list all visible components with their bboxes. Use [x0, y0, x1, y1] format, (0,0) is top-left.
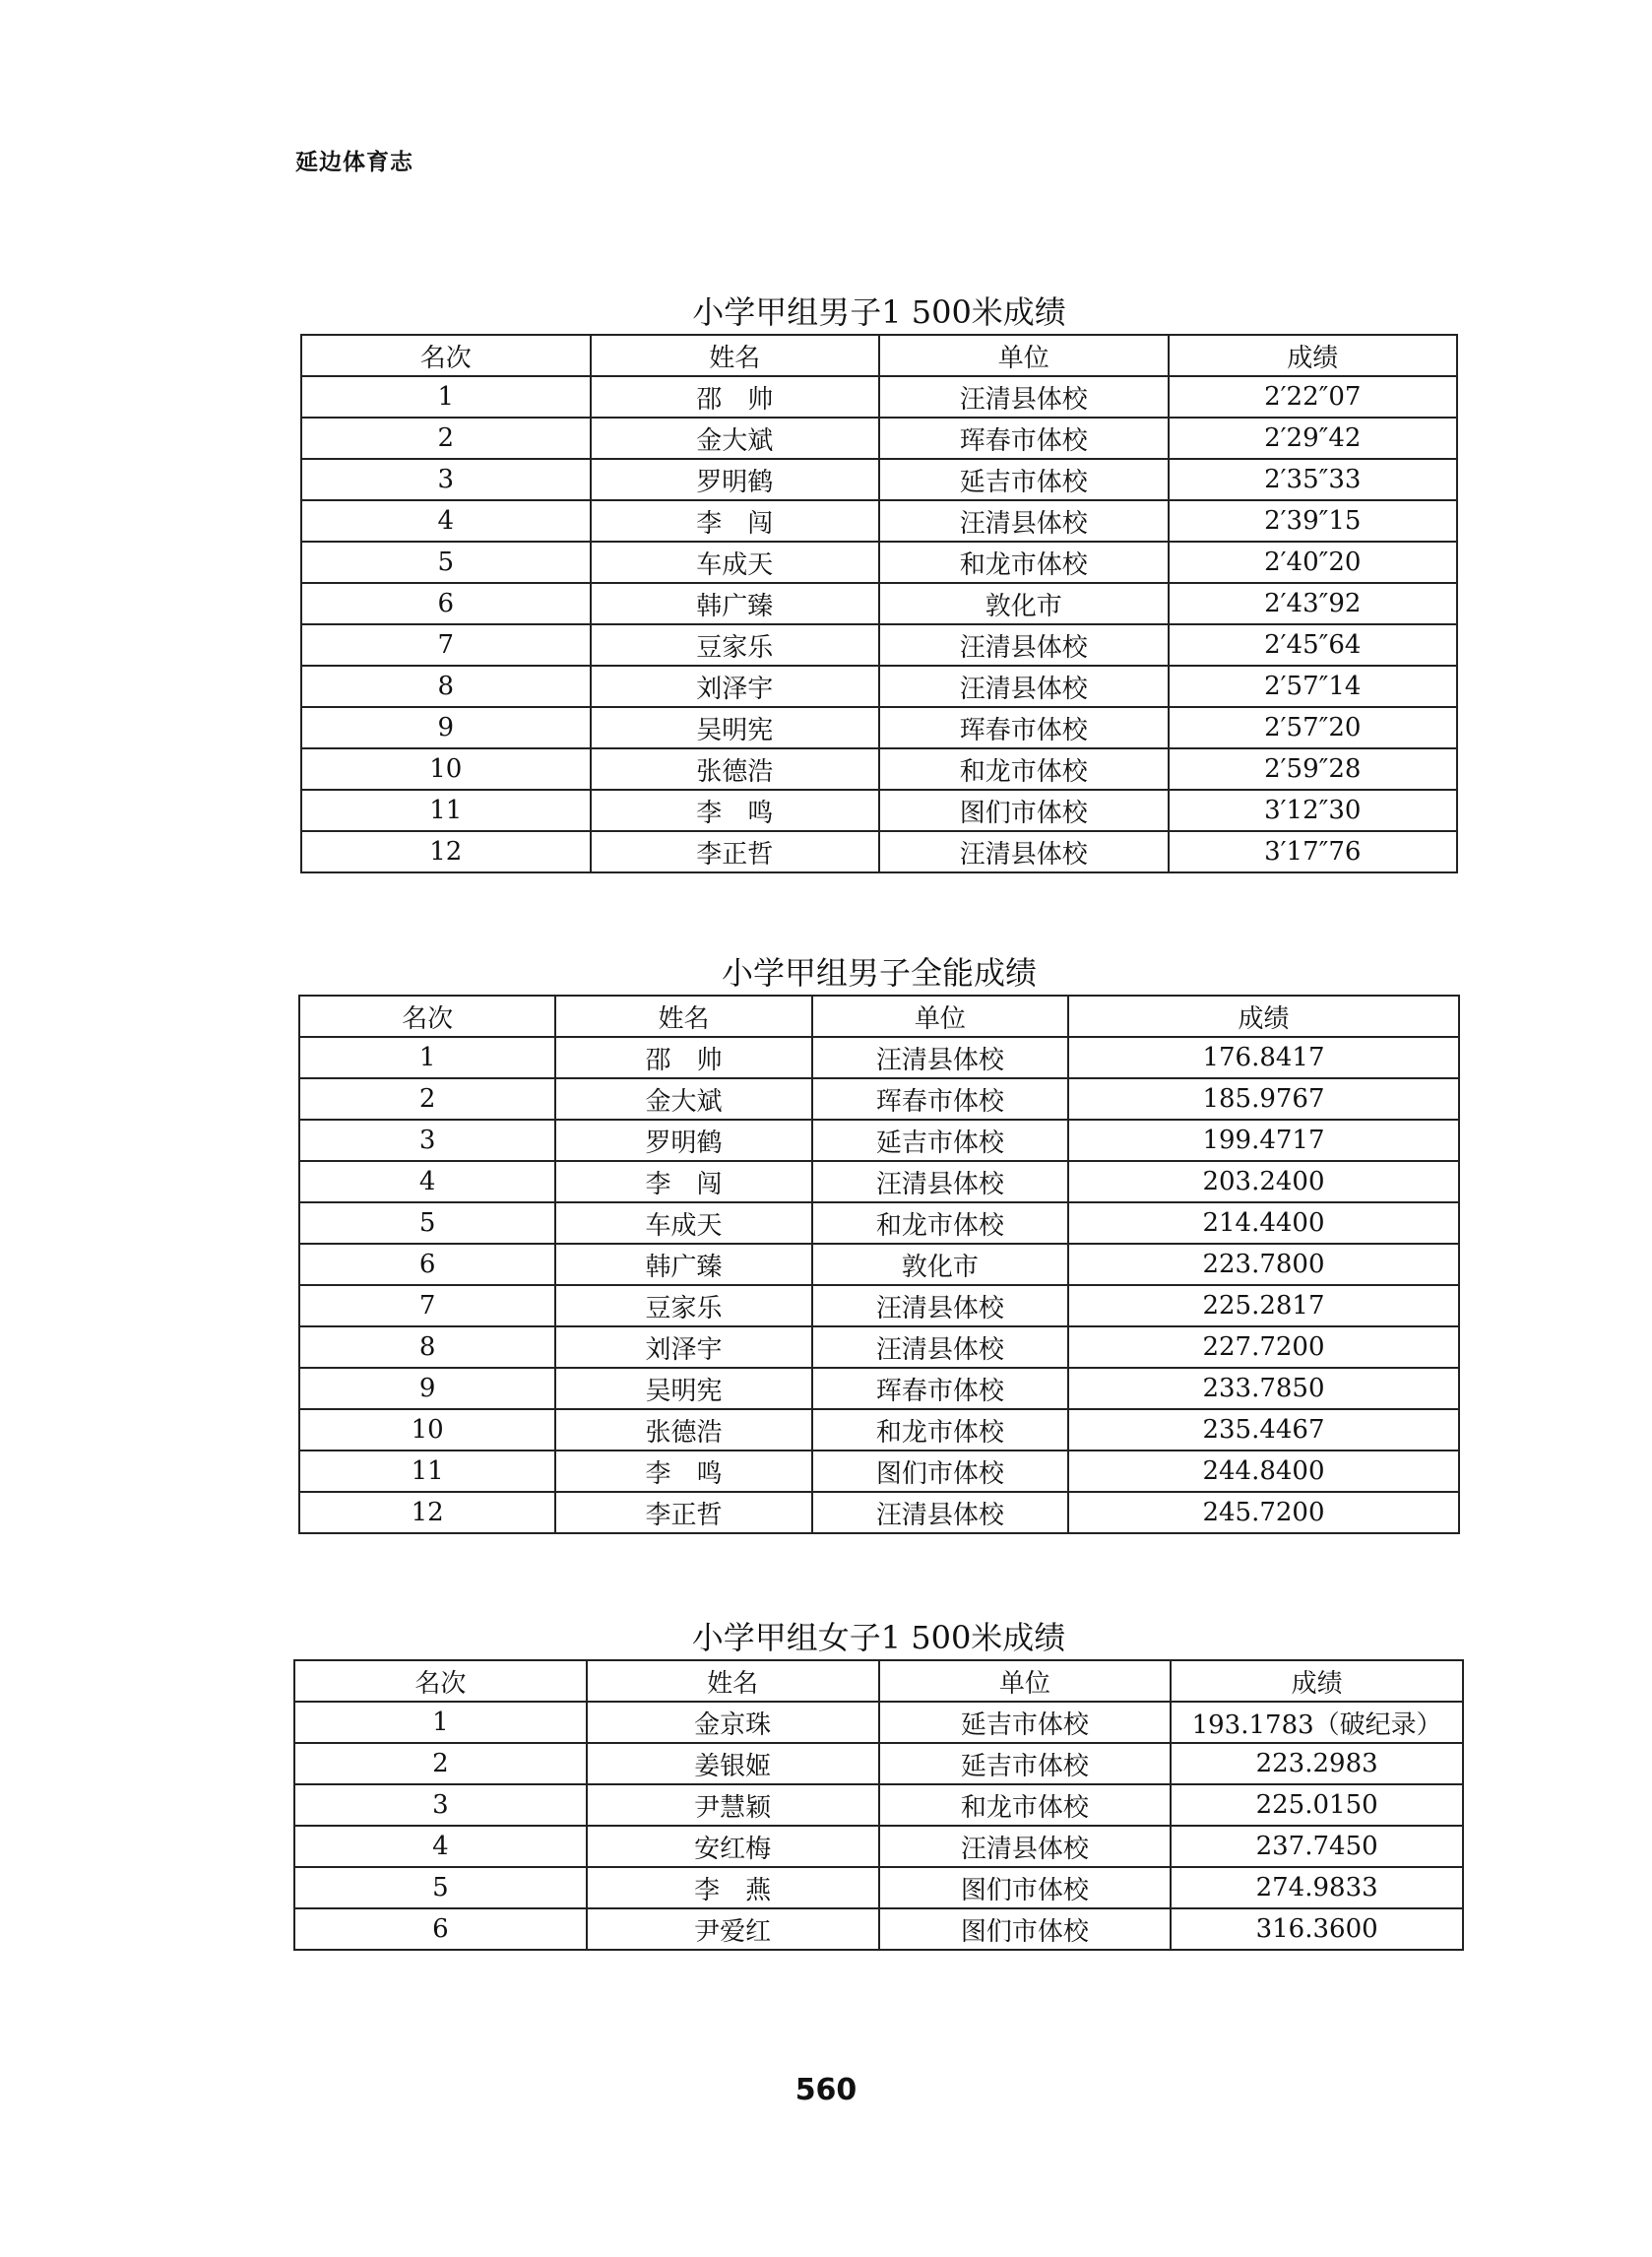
result-cell: 2′35″33 [1169, 459, 1458, 500]
rank-cell: 6 [301, 583, 591, 624]
name-cell: 罗明鹤 [555, 1120, 811, 1161]
rank-cell: 3 [299, 1120, 555, 1161]
column-header-rank: 名次 [294, 1660, 587, 1702]
rank-cell: 4 [299, 1161, 555, 1202]
table-row [299, 1451, 1459, 1492]
table-row [294, 1702, 1463, 1743]
result-cell: 225.2817 [1068, 1285, 1459, 1326]
column-header-result: 成绩 [1171, 1660, 1463, 1702]
table-row [301, 831, 1457, 872]
table-row [299, 1326, 1459, 1368]
result-cell: 235.4467 [1068, 1409, 1459, 1451]
name-cell: 韩广臻 [591, 583, 880, 624]
table-row [301, 500, 1457, 542]
result-cell: 274.9833 [1171, 1867, 1463, 1908]
rank-cell: 7 [299, 1285, 555, 1326]
name-cell: 邵 帅 [555, 1037, 811, 1078]
result-cell: 316.3600 [1171, 1908, 1463, 1950]
name-cell: 韩广臻 [555, 1244, 811, 1285]
unit-cell: 和龙市体校 [812, 1202, 1068, 1244]
table-row [299, 1409, 1459, 1451]
rank-cell: 12 [301, 831, 591, 872]
table-row [294, 1743, 1463, 1784]
unit-cell: 汪清县体校 [879, 831, 1169, 872]
rank-cell: 6 [299, 1244, 555, 1285]
name-cell: 车成天 [555, 1202, 811, 1244]
unit-cell: 图们市体校 [879, 790, 1169, 831]
name-cell: 豆家乐 [591, 624, 880, 666]
column-header-unit: 单位 [879, 1660, 1172, 1702]
name-cell: 吴明宪 [555, 1368, 811, 1409]
unit-cell: 汪清县体校 [879, 666, 1169, 707]
result-cell: 214.4400 [1068, 1202, 1459, 1244]
result-cell: 2′59″28 [1169, 748, 1458, 790]
rank-cell: 8 [299, 1326, 555, 1368]
rank-cell: 2 [299, 1078, 555, 1120]
table-row [301, 666, 1457, 707]
table-row [299, 1285, 1459, 1326]
result-cell: 223.7800 [1068, 1244, 1459, 1285]
unit-cell: 图们市体校 [812, 1451, 1068, 1492]
result-cell: 203.2400 [1068, 1161, 1459, 1202]
table-row [301, 376, 1457, 418]
unit-cell: 和龙市体校 [879, 1784, 1172, 1826]
rank-cell: 11 [301, 790, 591, 831]
rank-cell: 9 [299, 1368, 555, 1409]
result-cell: 193.1783（破纪录） [1171, 1702, 1463, 1743]
results-table [293, 1659, 1464, 1951]
result-cell: 2′43″92 [1169, 583, 1458, 624]
table-row [301, 748, 1457, 790]
name-cell: 刘泽宇 [555, 1326, 811, 1368]
table-row [299, 1244, 1459, 1285]
rank-cell: 9 [301, 707, 591, 748]
table-header-row [301, 335, 1457, 376]
unit-cell: 和龙市体校 [879, 748, 1169, 790]
name-cell: 李正哲 [591, 831, 880, 872]
name-cell: 李 鸣 [555, 1451, 811, 1492]
running-head: 延边体育志 [295, 150, 413, 175]
column-header-result: 成绩 [1169, 335, 1458, 376]
result-cell: 244.8400 [1068, 1451, 1459, 1492]
name-cell: 张德浩 [555, 1409, 811, 1451]
rank-cell: 6 [294, 1908, 587, 1950]
name-cell: 张德浩 [591, 748, 880, 790]
result-cell: 2′57″20 [1169, 707, 1458, 748]
table-header-row [294, 1660, 1463, 1702]
table-row [299, 1120, 1459, 1161]
unit-cell: 敦化市 [812, 1244, 1068, 1285]
unit-cell: 和龙市体校 [879, 542, 1169, 583]
rank-cell: 5 [294, 1867, 587, 1908]
page-number: 560 [794, 2073, 858, 2107]
result-cell: 223.2983 [1171, 1743, 1463, 1784]
unit-cell: 敦化市 [879, 583, 1169, 624]
unit-cell: 汪清县体校 [812, 1161, 1068, 1202]
section-title: 小学甲组男子全能成绩 [721, 954, 1037, 992]
name-cell: 金大斌 [591, 418, 880, 459]
unit-cell: 汪清县体校 [879, 500, 1169, 542]
table-row [299, 1202, 1459, 1244]
rank-cell: 8 [301, 666, 591, 707]
result-cell: 225.0150 [1171, 1784, 1463, 1826]
unit-cell: 和龙市体校 [812, 1409, 1068, 1451]
rank-cell: 5 [301, 542, 591, 583]
table-row [299, 1368, 1459, 1409]
table-row [301, 418, 1457, 459]
table-row [301, 707, 1457, 748]
rank-cell: 1 [294, 1702, 587, 1743]
result-cell: 2′45″64 [1169, 624, 1458, 666]
rank-cell: 5 [299, 1202, 555, 1244]
unit-cell: 图们市体校 [879, 1908, 1172, 1950]
name-cell: 李 鸣 [591, 790, 880, 831]
unit-cell: 珲春市体校 [879, 707, 1169, 748]
name-cell: 李 闯 [591, 500, 880, 542]
name-cell: 李 闯 [555, 1161, 811, 1202]
rank-cell: 1 [299, 1037, 555, 1078]
result-cell: 3′12″30 [1169, 790, 1458, 831]
unit-cell: 珲春市体校 [812, 1078, 1068, 1120]
table-row [301, 624, 1457, 666]
unit-cell: 珲春市体校 [812, 1368, 1068, 1409]
name-cell: 李 燕 [587, 1867, 879, 1908]
result-cell: 176.8417 [1068, 1037, 1459, 1078]
name-cell: 安红梅 [587, 1826, 879, 1867]
results-table [298, 995, 1460, 1534]
result-cell: 2′29″42 [1169, 418, 1458, 459]
name-cell: 罗明鹤 [591, 459, 880, 500]
men-1500m-section [300, 292, 1458, 873]
table-row [294, 1908, 1463, 1950]
table-row [301, 790, 1457, 831]
name-cell: 金京珠 [587, 1702, 879, 1743]
rank-cell: 11 [299, 1451, 555, 1492]
result-cell: 2′22″07 [1169, 376, 1458, 418]
name-cell: 豆家乐 [555, 1285, 811, 1326]
rank-cell: 7 [301, 624, 591, 666]
rank-cell: 3 [294, 1784, 587, 1826]
column-header-name: 姓名 [591, 335, 880, 376]
unit-cell: 延吉市体校 [812, 1120, 1068, 1161]
column-header-rank: 名次 [299, 996, 555, 1037]
result-cell: 237.7450 [1171, 1826, 1463, 1867]
rank-cell: 12 [299, 1492, 555, 1533]
name-cell: 刘泽宇 [591, 666, 880, 707]
result-cell: 185.9767 [1068, 1078, 1459, 1120]
name-cell: 吴明宪 [591, 707, 880, 748]
unit-cell: 汪清县体校 [812, 1326, 1068, 1368]
name-cell: 金大斌 [555, 1078, 811, 1120]
result-cell: 199.4717 [1068, 1120, 1459, 1161]
women-1500m-section [293, 1618, 1464, 1951]
section-title: 小学甲组男子1 500米成绩 [692, 293, 1066, 331]
rank-cell: 1 [301, 376, 591, 418]
table-row [299, 1037, 1459, 1078]
unit-cell: 图们市体校 [879, 1867, 1172, 1908]
name-cell: 李正哲 [555, 1492, 811, 1533]
column-header-unit: 单位 [879, 335, 1169, 376]
unit-cell: 汪清县体校 [812, 1285, 1068, 1326]
rank-cell: 10 [299, 1409, 555, 1451]
unit-cell: 延吉市体校 [879, 1743, 1172, 1784]
unit-cell: 汪清县体校 [879, 624, 1169, 666]
unit-cell: 汪清县体校 [879, 376, 1169, 418]
name-cell: 姜银姬 [587, 1743, 879, 1784]
column-header-name: 姓名 [587, 1660, 879, 1702]
section-title: 小学甲组女子1 500米成绩 [691, 1619, 1066, 1656]
rank-cell: 4 [301, 500, 591, 542]
rank-cell: 4 [294, 1826, 587, 1867]
name-cell: 邵 帅 [591, 376, 880, 418]
rank-cell: 2 [294, 1743, 587, 1784]
result-cell: 2′40″20 [1169, 542, 1458, 583]
rank-cell: 2 [301, 418, 591, 459]
table-row [294, 1784, 1463, 1826]
unit-cell: 汪清县体校 [879, 1826, 1172, 1867]
results-table [300, 334, 1458, 873]
column-header-result: 成绩 [1068, 996, 1459, 1037]
unit-cell: 延吉市体校 [879, 1702, 1172, 1743]
result-cell: 233.7850 [1068, 1368, 1459, 1409]
result-cell: 227.7200 [1068, 1326, 1459, 1368]
table-row [299, 1492, 1459, 1533]
table-row [299, 1078, 1459, 1120]
result-cell: 3′17″76 [1169, 831, 1458, 872]
table-row [294, 1826, 1463, 1867]
unit-cell: 延吉市体校 [879, 459, 1169, 500]
column-header-rank: 名次 [301, 335, 591, 376]
name-cell: 车成天 [591, 542, 880, 583]
name-cell: 尹爱红 [587, 1908, 879, 1950]
unit-cell: 汪清县体校 [812, 1037, 1068, 1078]
name-cell: 尹慧颖 [587, 1784, 879, 1826]
result-cell: 245.7200 [1068, 1492, 1459, 1533]
unit-cell: 汪清县体校 [812, 1492, 1068, 1533]
table-row [294, 1867, 1463, 1908]
rank-cell: 3 [301, 459, 591, 500]
table-row [301, 542, 1457, 583]
table-row [301, 459, 1457, 500]
result-cell: 2′39″15 [1169, 500, 1458, 542]
unit-cell: 珲春市体校 [879, 418, 1169, 459]
table-row [301, 583, 1457, 624]
men-all-round-section [298, 953, 1460, 1534]
result-cell: 2′57″14 [1169, 666, 1458, 707]
rank-cell: 10 [301, 748, 591, 790]
table-row [299, 1161, 1459, 1202]
column-header-name: 姓名 [555, 996, 811, 1037]
column-header-unit: 单位 [812, 996, 1068, 1037]
table-header-row [299, 996, 1459, 1037]
